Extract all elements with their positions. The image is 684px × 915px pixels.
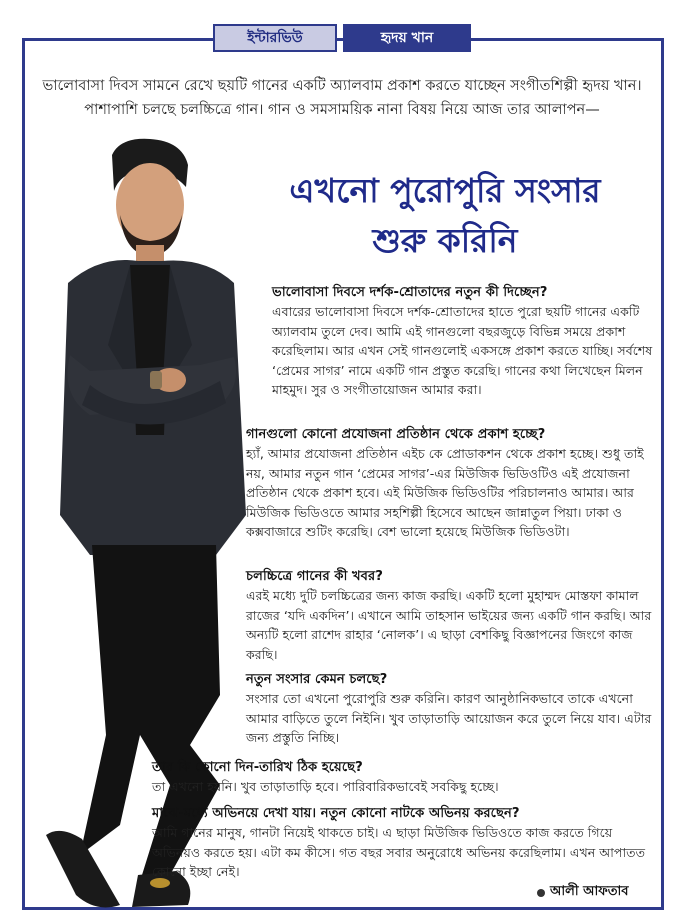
bullet-icon: [537, 889, 545, 897]
byline: [537, 882, 629, 903]
answer: সংসার তো এখনো পুরোপুরি শুরু করিনি। কারণ আনুষ্ঠানিকভাবে তাকে এখনো আমার বাড়িতে তুলে নিইনি। খুব তাড়াতাড়ি আয়োজন করে তুলে নিয়ে যাব। এটার জন্য প্রস্তুতি নিচ্ছি।: [246, 691, 652, 746]
qa-block: [246, 425, 656, 541]
headline-line-1: এখনো পুরোপুরি সংসার: [289, 171, 601, 210]
question: গানগুলো কোনো প্রযোজনা প্রতিষ্ঠান থেকে প্রকাশ হচ্ছে?: [246, 427, 546, 442]
answer: এরই মধ্যে দুটি চলচ্চিত্রের জন্য কাজ করছি। একটি হলো মুহাম্মদ মোস্তফা কামাল রাজের ‘যদি একদিন’। এখানে আমি তাহসান ভাইয়ের জন্য একটি গান করছি। আর অন্যটি হলো রাশেদ রাহার ‘নোলক’। এ ছাড়া বেশকিছু বিজ্ঞাপনের জিংগে কাজ করছি।: [246, 588, 652, 662]
headline-line-2: শুরু করিনি: [372, 221, 518, 260]
qa-block: [152, 758, 656, 797]
question: ভালোবাসা দিবসে দর্শক-শ্রোতাদের নতুন কী দিচ্ছেন?: [272, 285, 548, 300]
subject-name-tab: [343, 24, 471, 52]
subject-name: হৃদয় খান: [380, 30, 434, 46]
qa-block: [246, 567, 656, 664]
answer: হ্যাঁ, আমার প্রযোজনা প্রতিষ্ঠান এইচ কে প্রোডাকশন থেকে প্রকাশ হচ্ছে। শুধু তাই নয়, আমার নতুন গান ‘প্রেমের সাগর’-এর মিউজিক ভিডিওটিও এই প্রযোজনা প্রতিষ্ঠান থেকে প্রকাশ হবে। এই মিউজিক ভিডিওটির পরিচালনাও আমার। আর মিউজিক ভিডিওতে আমার সহশিল্পী হিসেবে আছেন জান্নাতুল পিয়া। ঢাকা ও কক্সবাজারে শুটিং করেছি। বেশ ভালো হয়েছে মিউজিক ভিডিওটা।: [246, 446, 644, 540]
headline: [230, 166, 660, 266]
question: তার কি কোনো দিন-তারিখ ঠিক হয়েছে?: [152, 760, 363, 775]
section-label: ইন্টারভিউ: [247, 30, 303, 46]
question: মাঝে-মধ্যে অভিনয়ে দেখা যায়। নতুন কোনো নাটকে অভিনয় করছেন?: [152, 806, 520, 821]
answer: তা এখনো হয়নি। খুব তাড়াতাড়ি হবে। পারিবারিকভাবেই সবকিছু হচ্ছে।: [152, 779, 499, 795]
intro-paragraph: ভালোবাসা দিবস সামনে রেখে ছয়টি গানের একটি অ্যালবাম প্রকাশ করতে যাচ্ছেন সংগীতশিল্পী হৃদয় খান। পাশাপাশি চলছে চলচ্চিত্রে গান। গান ও সমসাময়িক নানা বিষয় নিয়ে আজ তার আলাপন—: [42, 78, 642, 118]
qa-block: [272, 283, 656, 399]
answer: আমি গানের মানুষ, গানটা নিয়েই থাকতে চাই। এ ছাড়া মিউজিক ভিডিওতে কাজ করতে গিয়ে অভিনয়ও করতে হয়। এটা কম কীসে। গত বছর সবার অনুরোধে অভিনয় করেছিলাম। এখন আপাতত কোনো ইচ্ছা নেই।: [152, 825, 646, 880]
answer: এবারের ভালোবাসা দিবসে দর্শক-শ্রোতাদের হাতে পুরো ছয়টি গানের একটি অ্যালবাম তুলে দেব। আমি এই গানগুলো বছরজুড়ে বিভিন্ন সময়ে প্রকাশ করেছিলাম। আর এখন সেই গানগুলোই একসঙ্গে প্রকাশ করতে যাচ্ছি। সর্বশেষ ‘প্রেমের সাগর’ নামে একটি গান প্রস্তুত করেছি। গানের কথা লিখেছেন মিলন মাহমুদ। সুর ও সংগীতায়োজন আমার করা।: [272, 304, 653, 398]
author-name: আলী আফতাব: [550, 884, 629, 899]
question: নতুন সংসার কেমন চলছে?: [246, 672, 388, 687]
qa-block: [152, 804, 656, 882]
question: চলচ্চিত্রে গানের কী খবর?: [246, 569, 383, 584]
section-tab: [213, 24, 337, 52]
qa-block: [246, 670, 656, 748]
